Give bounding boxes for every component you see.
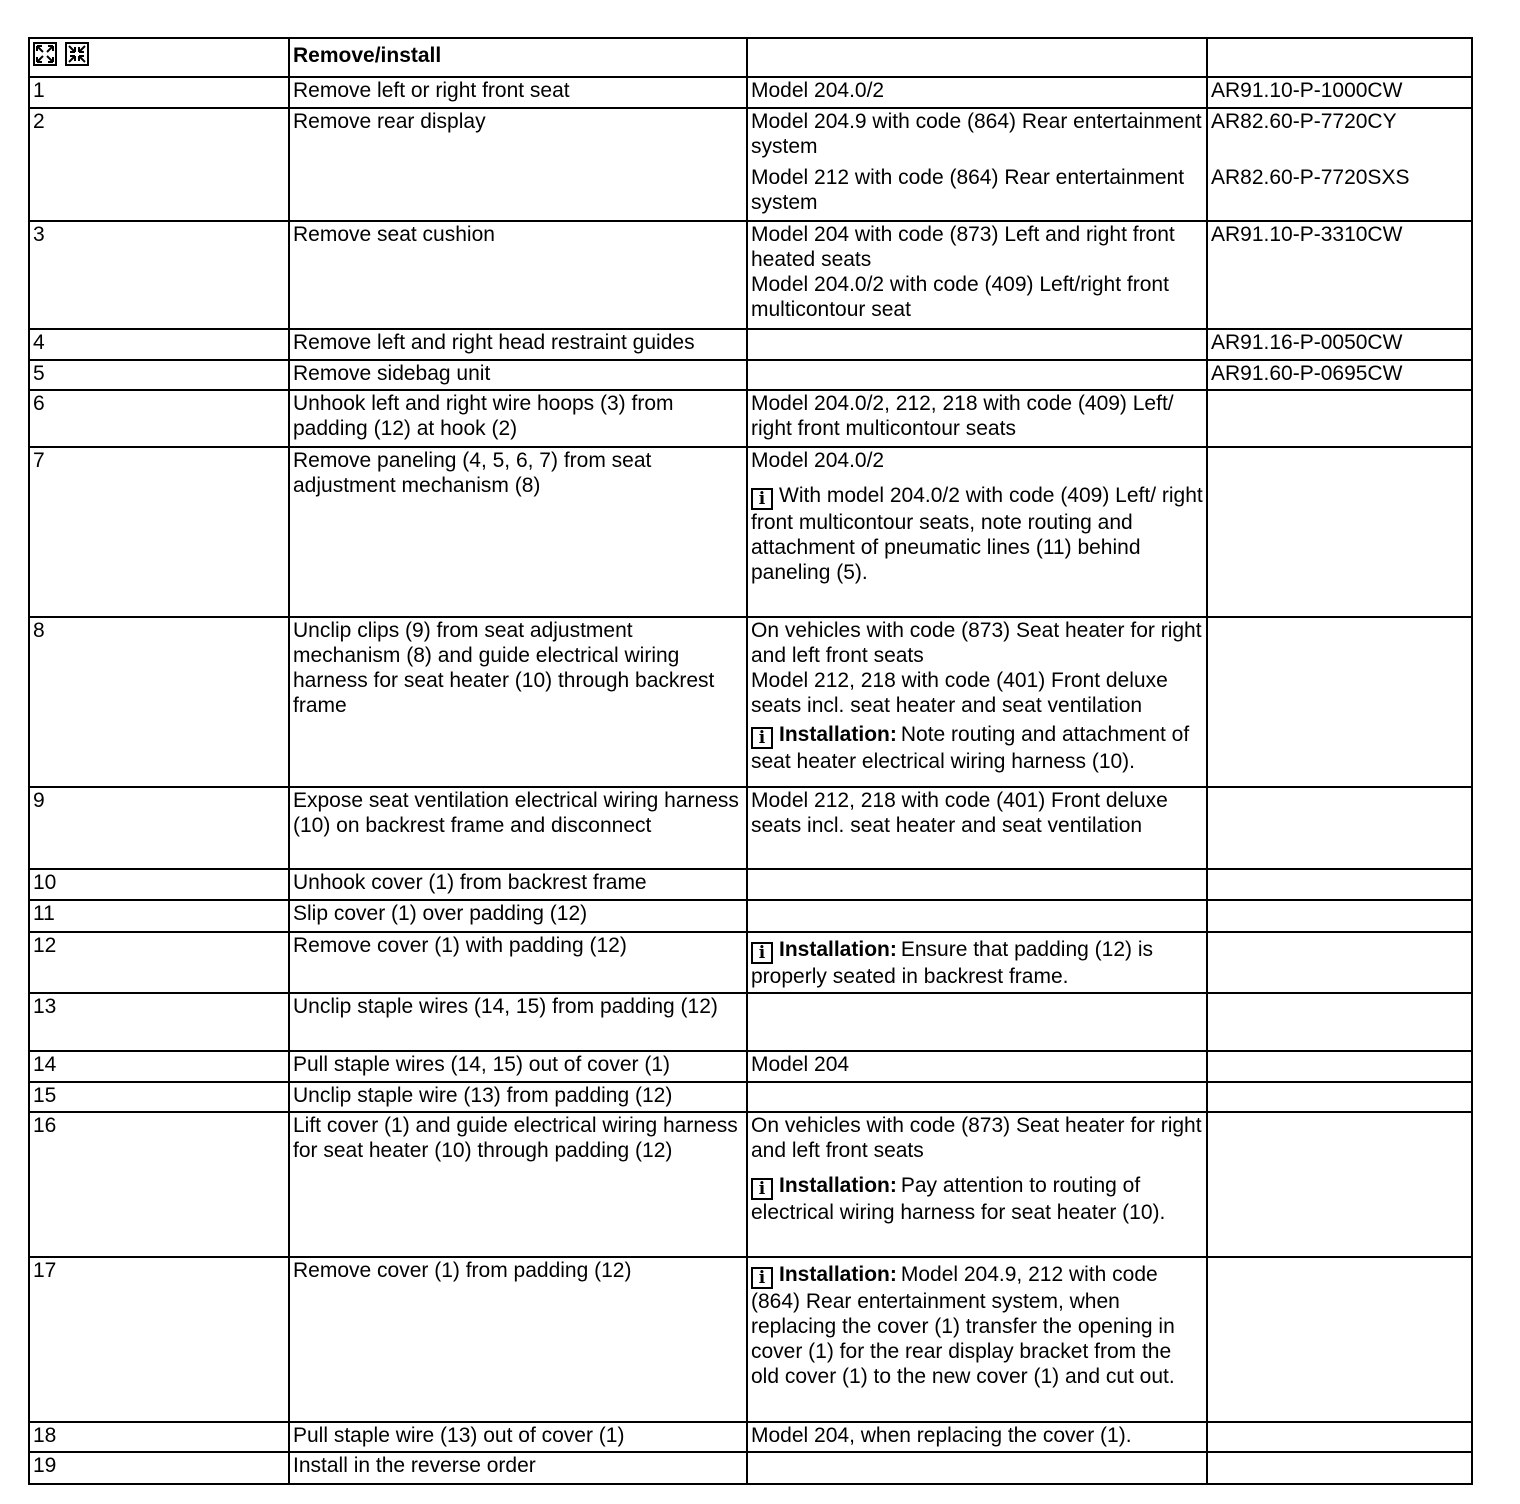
step-conditions <box>747 1112 1207 1257</box>
table-row <box>29 447 1472 617</box>
step-action: Unclip staple wire (13) from padding (12) <box>289 1082 747 1112</box>
expand-icon[interactable] <box>33 42 57 66</box>
condition-text: Model 204.0/2, 212, 218 with code (409) Left/ right front multicontour seats <box>751 392 1174 440</box>
condition-text: Model 212, 218 with code (401) Front deluxe seats incl. seat heater and seat ventilation <box>751 669 1168 717</box>
note-block <box>751 933 1203 989</box>
condition-text: Model 204.0/2 <box>751 79 885 102</box>
step-conditions <box>747 1082 1207 1112</box>
step-number: 7 <box>29 447 289 617</box>
step-action: Remove rear display <box>289 108 747 221</box>
note-text: Model 204.9, 212 with code (864) Rear entertainment system, when replacing the cover (1) transfer the opening in cover (1) for the rear display bracket from the old cover (1) to the new cover (1) and cut out. <box>751 1263 1175 1388</box>
step-conditions <box>747 869 1207 900</box>
step-documents <box>1207 1422 1472 1452</box>
info-icon: i <box>751 727 773 749</box>
step-documents <box>1207 900 1472 932</box>
header-title: Remove/install <box>289 38 747 77</box>
table-row <box>29 869 1472 900</box>
step-documents <box>1207 108 1472 221</box>
condition-text: Model 204.0/2 with code (409) Left/right front multicontour seat <box>751 273 1169 321</box>
note-text: Note routing and attachment of seat heater electrical wiring harness (10). <box>751 723 1190 773</box>
table-row <box>29 900 1472 932</box>
step-action: Install in the reverse order <box>289 1452 747 1484</box>
table-row <box>29 1051 1472 1082</box>
document-link[interactable]: AR91.10-P-1000CW <box>1211 79 1403 102</box>
step-number: 4 <box>29 329 289 360</box>
step-action: Remove left or right front seat <box>289 77 747 108</box>
step-conditions <box>747 108 1207 221</box>
table-row <box>29 360 1472 390</box>
step-documents <box>1207 787 1472 869</box>
table-row <box>29 1257 1472 1422</box>
info-icon: i <box>751 1267 773 1289</box>
step-number: 2 <box>29 108 289 221</box>
step-action: Remove seat cushion <box>289 221 747 329</box>
table-row <box>29 1422 1472 1452</box>
table-row <box>29 993 1472 1051</box>
table-row <box>29 1452 1472 1484</box>
table-row <box>29 77 1472 108</box>
condition-text: Model 204, when replacing the cover (1). <box>751 1424 1132 1447</box>
info-icon: i <box>751 1178 773 1200</box>
step-action: Remove sidebag unit <box>289 360 747 390</box>
step-documents <box>1207 932 1472 993</box>
step-number: 12 <box>29 932 289 993</box>
note-label: Installation: <box>779 1263 897 1286</box>
step-action: Expose seat ventilation electrical wiring harness (10) on backrest frame and disconnect <box>289 787 747 869</box>
step-conditions <box>747 329 1207 360</box>
step-documents <box>1207 1082 1472 1112</box>
step-conditions <box>747 447 1207 617</box>
step-documents <box>1207 617 1472 787</box>
document-link[interactable]: AR91.10-P-3310CW <box>1211 223 1403 246</box>
step-conditions <box>747 617 1207 787</box>
step-number: 13 <box>29 993 289 1051</box>
condition-text: Model 204.0/2 <box>751 449 885 472</box>
step-number: 10 <box>29 869 289 900</box>
note-text: With model 204.0/2 with code (409) Left/ right front multicontour seats, note routing and attachment of pneumatic lines (11) behind paneling (5). <box>751 484 1203 584</box>
step-action: Pull staple wire (13) out of cover (1) <box>289 1422 747 1452</box>
step-number: 1 <box>29 77 289 108</box>
note-block <box>751 483 1203 585</box>
table-row <box>29 329 1472 360</box>
table-row <box>29 1112 1472 1257</box>
step-conditions <box>747 1452 1207 1484</box>
note-label: Installation: <box>779 723 897 746</box>
step-documents <box>1207 360 1472 390</box>
condition-text: On vehicles with code (873) Seat heater for right and left front seats <box>751 1114 1202 1162</box>
table-row <box>29 221 1472 329</box>
header-row <box>29 38 1472 77</box>
procedure-table <box>28 37 1473 1485</box>
condition-text: Model 212, 218 with code (401) Front deluxe seats incl. seat heater and seat ventilation <box>751 789 1168 837</box>
step-number: 9 <box>29 787 289 869</box>
step-action: Unclip staple wires (14, 15) from padding (12) <box>289 993 747 1051</box>
step-number: 15 <box>29 1082 289 1112</box>
step-documents <box>1207 1257 1472 1422</box>
header-empty-cell <box>1207 38 1472 77</box>
step-action: Remove left and right head restraint guides <box>289 329 747 360</box>
step-conditions <box>747 993 1207 1051</box>
step-conditions <box>747 932 1207 993</box>
step-number: 6 <box>29 390 289 447</box>
step-number: 5 <box>29 360 289 390</box>
step-number: 16 <box>29 1112 289 1257</box>
step-documents <box>1207 1452 1472 1484</box>
step-conditions <box>747 221 1207 329</box>
condition-text: Model 204.9 with code (864) Rear entertainment system <box>751 110 1202 158</box>
step-number: 11 <box>29 900 289 932</box>
step-conditions <box>747 1051 1207 1082</box>
step-action: Unhook left and right wire hoops (3) from padding (12) at hook (2) <box>289 390 747 447</box>
condition-text: Model 204 with code (873) Left and right front heated seats <box>751 223 1175 271</box>
step-action: Remove cover (1) with padding (12) <box>289 932 747 993</box>
step-action: Unhook cover (1) from backrest frame <box>289 869 747 900</box>
step-action: Pull staple wires (14, 15) out of cover (1) <box>289 1051 747 1082</box>
condition-text: Model 212 with code (864) Rear entertainment system <box>751 166 1185 214</box>
step-documents <box>1207 1051 1472 1082</box>
note-block <box>751 1258 1203 1389</box>
step-action: Unclip clips (9) from seat adjustment mechanism (8) and guide electrical wiring harness for seat heater (10) through backrest frame <box>289 617 747 787</box>
table-row <box>29 932 1472 993</box>
step-conditions <box>747 900 1207 932</box>
note-text: Pay attention to routing of electrical wiring harness for seat heater (10). <box>751 1174 1166 1224</box>
step-conditions <box>747 77 1207 108</box>
note-text: Ensure that padding (12) is properly seated in backrest frame. <box>751 938 1153 988</box>
step-action: Remove cover (1) from padding (12) <box>289 1257 747 1422</box>
note-block <box>751 722 1203 774</box>
step-number: 3 <box>29 221 289 329</box>
step-documents <box>1207 869 1472 900</box>
document-link[interactable]: AR82.60-P-7720SXS <box>1211 166 1410 189</box>
info-icon: i <box>751 488 773 510</box>
step-number: 17 <box>29 1257 289 1422</box>
step-documents <box>1207 1112 1472 1257</box>
step-documents <box>1207 993 1472 1051</box>
step-documents <box>1207 221 1472 329</box>
step-conditions <box>747 1257 1207 1422</box>
document-link[interactable]: AR91.60-P-0695CW <box>1211 362 1403 385</box>
step-action: Slip cover (1) over padding (12) <box>289 900 747 932</box>
step-conditions <box>747 360 1207 390</box>
table-row <box>29 787 1472 869</box>
note-label: Installation: <box>779 1174 897 1197</box>
table-row <box>29 617 1472 787</box>
step-action: Lift cover (1) and guide electrical wiring harness for seat heater (10) through padding (12) <box>289 1112 747 1257</box>
info-icon: i <box>751 942 773 964</box>
step-conditions <box>747 787 1207 869</box>
document-link[interactable]: AR82.60-P-7720CY <box>1211 110 1397 133</box>
collapse-icon[interactable] <box>65 42 89 66</box>
step-action: Remove paneling (4, 5, 6, 7) from seat adjustment mechanism (8) <box>289 447 747 617</box>
document-link[interactable]: AR91.16-P-0050CW <box>1211 331 1403 354</box>
step-number: 18 <box>29 1422 289 1452</box>
condition-text: Model 204 <box>751 1053 850 1076</box>
note-label: Installation: <box>779 938 897 961</box>
table-row <box>29 108 1472 221</box>
step-documents <box>1207 329 1472 360</box>
header-empty-cell <box>747 38 1207 77</box>
step-number: 8 <box>29 617 289 787</box>
step-number: 14 <box>29 1051 289 1082</box>
table-row <box>29 1082 1472 1112</box>
step-documents <box>1207 447 1472 617</box>
step-documents <box>1207 77 1472 108</box>
step-conditions <box>747 1422 1207 1452</box>
note-block <box>751 1173 1203 1225</box>
header-icons-cell <box>29 38 289 77</box>
step-conditions <box>747 390 1207 447</box>
condition-text: On vehicles with code (873) Seat heater for right and left front seats <box>751 619 1202 667</box>
table-row <box>29 390 1472 447</box>
step-documents <box>1207 390 1472 447</box>
step-number: 19 <box>29 1452 289 1484</box>
